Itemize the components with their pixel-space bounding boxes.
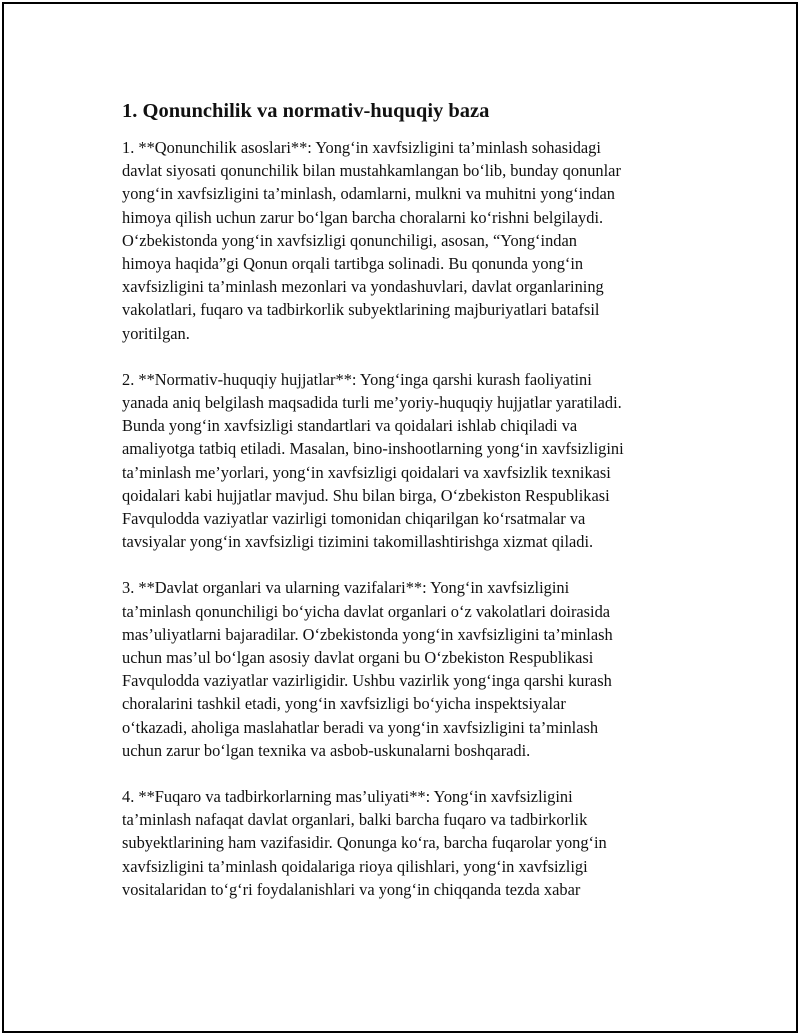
paragraph-normative-documents (122, 368, 692, 554)
text-line: tavsiyalar yong‘in xavfsizligi tizimini takomillashtirishga xizmat qiladi. (122, 532, 594, 552)
text-line: 1. **Qonunchilik asoslari**: Yong‘in xavfsizligini ta’minlash sohasidagi (122, 138, 601, 157)
text-line: xavfsizligini ta’minlash mezonlari va yondashuvlari, davlat organlarining (122, 277, 604, 297)
text-line: Favqulodda vaziyatlar vazirligi tomonidan chiqarilgan ko‘rsatmalar va (122, 509, 586, 529)
text-line: himoya qilish uchun zarur bo‘lgan barcha choralarni ko‘rishni belgilaydi. (122, 207, 604, 227)
text-line: yong‘in xavfsizligini ta’minlash, odamlarni, mulkni va muhitni yong‘indan (122, 184, 616, 204)
text-line: Favqulodda vaziyatlar vazirligidir. Ushbu vazirlik yong‘inga qarshi kurash (122, 671, 612, 691)
text-line: mas’uliyatlarni bajaradilar. O‘zbekistonda yong‘in xavfsizligini ta’minlash (122, 624, 613, 644)
text-line: qoidalari kabi hujjatlar mavjud. Shu bilan birga, O‘zbekiston Respublikasi (122, 485, 610, 505)
section-heading: 1. Qonunchilik va normativ-huquqiy baza (122, 100, 490, 122)
text-line: ta’minlash nafaqat davlat organlari, balki barcha fuqaro va tadbirkorlik (122, 810, 588, 830)
text-line: o‘tkazadi, aholiga maslahatlar beradi va yong‘in xavfsizligini ta’minlash (122, 717, 599, 737)
text-line: choralarini tashkil etadi, yong‘in xavfsizligi bo‘yicha inspektsiyalar (122, 694, 566, 714)
text-line: 2. **Normativ-huquqiy hujjatlar**: Yong‘inga qarshi kurash faoliyatini (122, 369, 592, 389)
text-line: vositalaridan to‘g‘ri foydalanishlari va yong‘in chiqqanda tezda xabar (122, 879, 581, 899)
text-line: uchun zarur bo‘lgan texnika va asbob-uskunalarni boshqaradi. (122, 740, 531, 760)
text-line: 4. **Fuqaro va tadbirkorlarning mas’uliyati**: Yong‘in xavfsizligini (122, 787, 573, 807)
text-line: ta’minlash qonunchiligi bo‘yicha davlat organlari o‘z vakolatlari doirasida (122, 601, 611, 621)
text-line: O‘zbekistonda yong‘in xavfsizligi qonunchiligi, asosan, “Yong‘indan (122, 230, 577, 250)
text-line: ta’minlash me’yorlari, yong‘in xavfsizligi qoidalari va xavfsizlik texnikasi (122, 462, 611, 482)
text-line: subyektlarining ham vazifasidir. Qonunga ko‘ra, barcha fuqarolar yong‘in (122, 833, 607, 853)
text-line: davlat siyosati qonunchilik bilan mustahkamlangan bo‘lib, bunday qonunlar (122, 161, 621, 181)
text-line: uchun mas’ul bo‘lgan asosiy davlat organi bu O‘zbekiston Respublikasi (122, 648, 594, 668)
text-line: vakolatlari, fuqaro va tadbirkorlik subyektlarining majburiyatlari batafsil (122, 300, 600, 320)
paragraph-state-bodies (122, 576, 692, 762)
text-line: yanada aniq belgilash maqsadida turli me’yoriy-huquqiy hujjatlar yaratiladi. (122, 393, 622, 413)
paragraph-citizen-responsibility (122, 785, 692, 901)
document-body (122, 98, 692, 924)
text-line: 3. **Davlat organlari va ularning vazifalari**: Yong‘in xavfsizligini (122, 578, 570, 598)
text-line: amaliyotga tatbiq etiladi. Masalan, bino-inshootlarning yong‘in xavfsizligini (122, 439, 624, 459)
text-line: xavfsizligini ta’minlash qoidalariga rioya qilishlari, yong‘in xavfsizligi (122, 856, 588, 876)
text-line: himoya haqida”gi Qonun orqali tartibga solinadi. Bu qonunda yong‘in (122, 254, 584, 274)
paragraph-legislation-basics (122, 136, 692, 345)
page-frame (2, 2, 798, 1033)
text-line: yoritilgan. (122, 323, 190, 343)
text-line: Bunda yong‘in xavfsizligi standartlari va qoidalari ishlab chiqiladi va (122, 416, 578, 436)
